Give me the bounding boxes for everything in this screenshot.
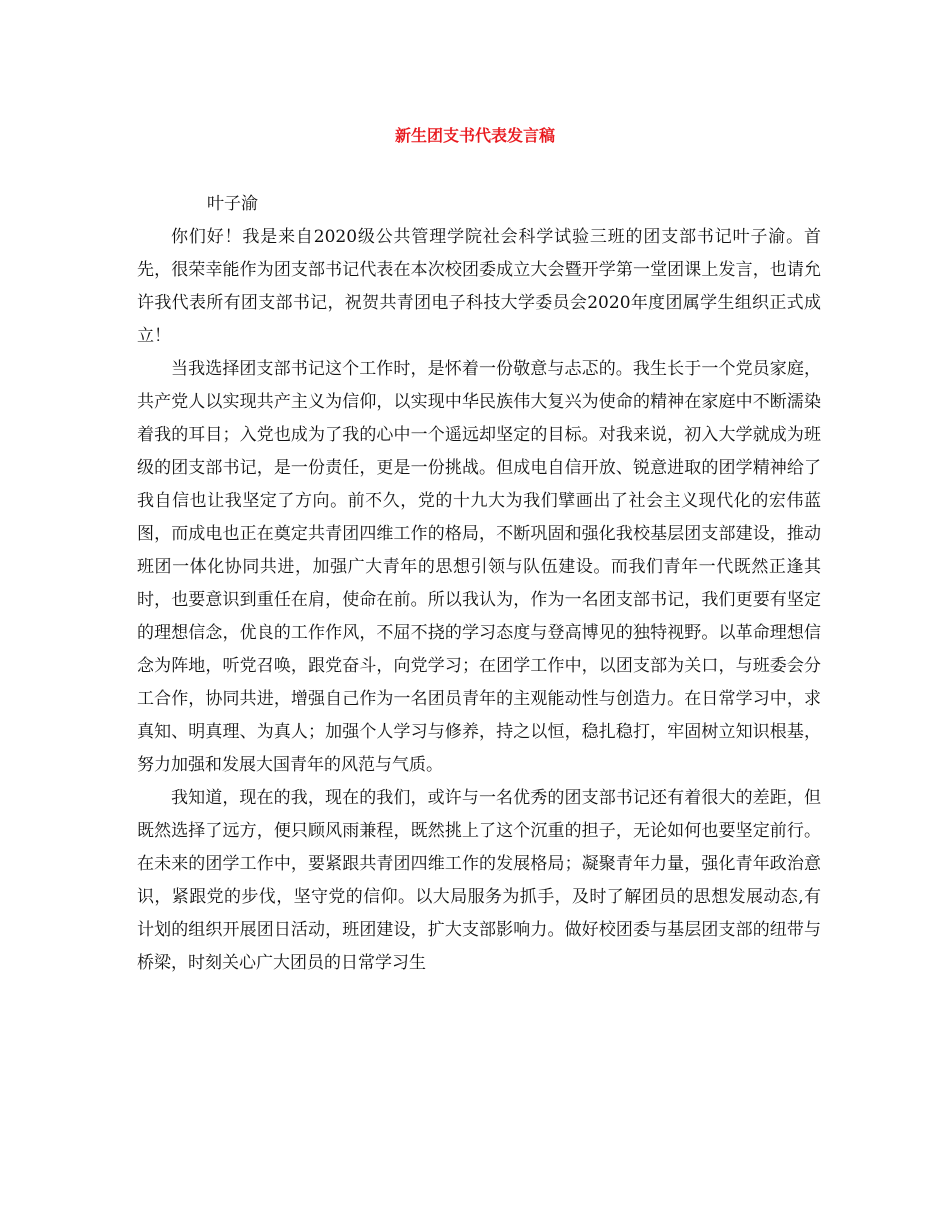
paragraph-greeting: 你们好！我是来自2020级公共管理学院社会科学试验三班的团支部书记叶子渝。首先，很荣幸能作为团支部书记代表在本次校团委成立大会暨开学第一堂团课上发言，也请允许我代表所有团支部书记，祝贺共青团电子科技大学委员会2020年度团属学生组织正式成立！ (137, 227, 821, 346)
paragraph-commitment: 我知道，现在的我，现在的我们，或许与一名优秀的团支部书记还有着很大的差距，但既然选择了远方，便只顾风雨兼程，既然挑上了这个沉重的担子，无论如何也要坚定前行。在未来的团学工作中，要紧跟共青团四维工作的发展格局；凝聚青年力量，强化青年政治意识，紧跟党的步伐，坚守党的信仰。以大局服务为抓手，及时了解团员的思想发展动态,有计划的组织开展团日活动，班团建设，扩大支部影响力。做好校团委与基层团支部的纽带与桥梁，时刻关心广大团员的日常学习生 (137, 788, 821, 973)
document-body (137, 188, 821, 980)
document-title: 新生团支书代表发言稿 (394, 126, 555, 145)
paragraph-motivation: 当我选择团支部书记这个工作时，是怀着一份敬意与忐忑的。我生长于一个党员家庭，共产党人以实现共产主义为信仰，以实现中华民族伟大复兴为使命的精神在家庭中不断濡染着我的耳目；入党也成为了我的心中一个遥远却坚定的目标。对我来说，初入大学就成为班级的团支部书记，是一份责任，更是一份挑战。但成电自信开放、锐意进取的团学精神给了我自信也让我坚定了方向。前不久，党的十九大为我们擘画出了社会主义现代化的宏伟蓝图，而成电也正在奠定共青团四维工作的格局，不断巩固和强化我校基层团支部建设，推动班团一体化协同共进，加强广大青年的思想引领与队伍建设。而我们青年一代既然正逢其时，也要意识到重任在肩，使命在前。所以我认为，作为一名团支部书记，我们更要有坚定的理想信念，优良的工作作风，不屈不挠的学习态度与登高博见的独特视野。以革命理想信念为阵地，听党召唤，跟党奋斗，向党学习；在团学工作中，以团支部为关口，与班委会分工合作，协同共进，增强自己作为一名团员青年的主观能动性与创造力。在日常学习中，求真知、明真理、为真人；加强个人学习与修养，持之以恒，稳扎稳打，牢固树立知识根基，努力加强和发展大国青年的风范与气质。 (137, 359, 821, 775)
author-name: 叶子渝 (207, 194, 258, 214)
